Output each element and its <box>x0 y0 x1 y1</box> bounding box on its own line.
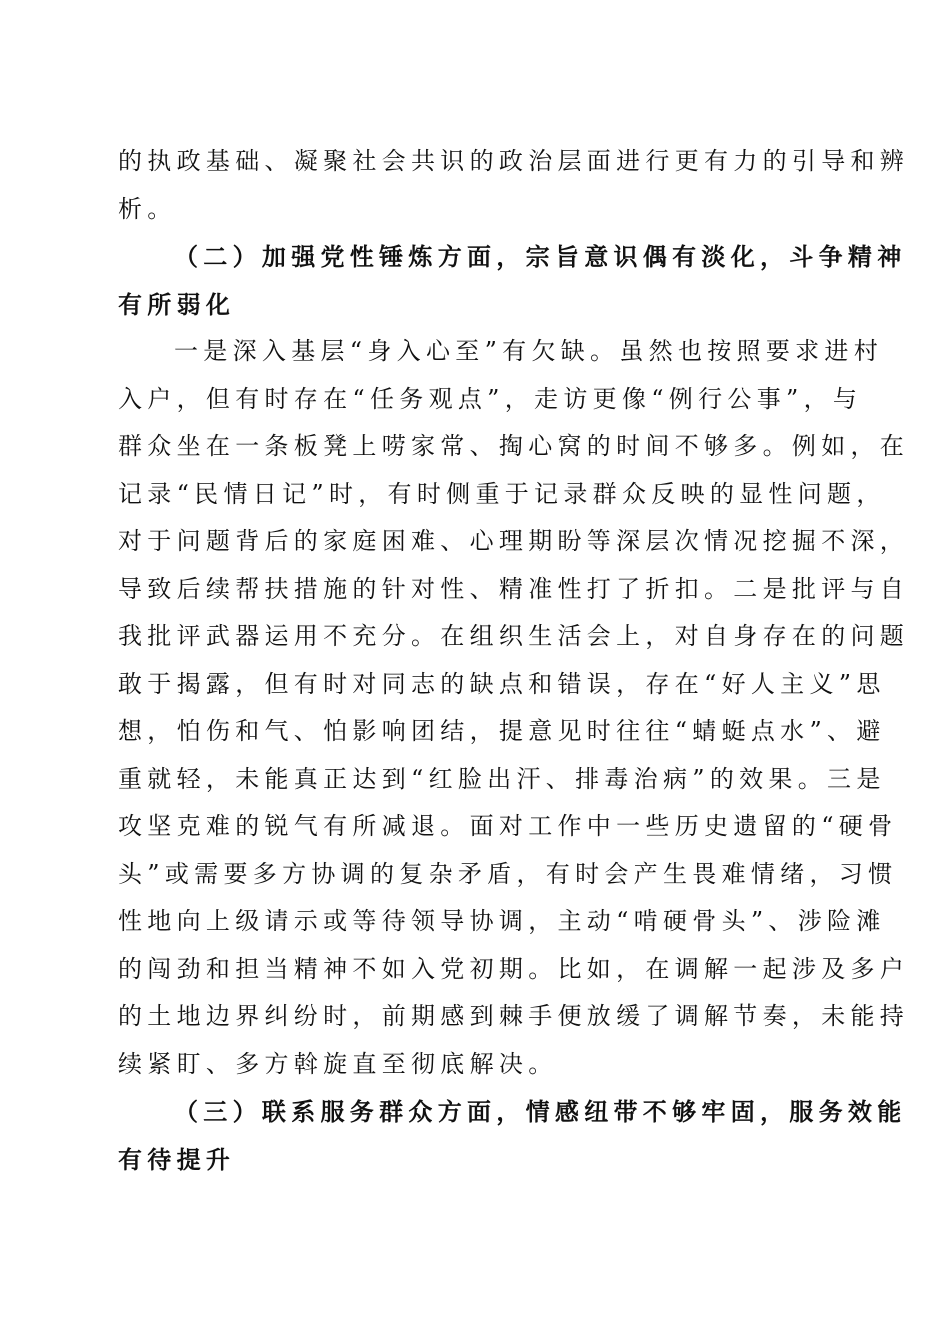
text-line: 敢于揭露，但有时对同志的缺点和错误，存在“好人主义”思 <box>118 669 886 698</box>
heading-line: （三）联系服务群众方面，情感纽带不够牢固，服务效能 <box>174 1097 907 1126</box>
text-line: 一是深入基层“身入心至”有欠缺。虽然也按照要求进村 <box>174 337 884 365</box>
text-line: 群众坐在一条板凳上唠家常、掏心窝的时间不够多。例如，在 <box>118 432 910 460</box>
document-page <box>118 138 910 1183</box>
text-line: 对于问题背后的家庭困难、心理期盼等深层次情况挖掘不深， <box>118 527 910 555</box>
text-line: 头”或需要多方协调的复杂矛盾，有时会产生畏难情绪，习惯 <box>118 859 898 888</box>
section-heading-2 <box>118 233 907 328</box>
paragraph-continuation <box>118 138 910 233</box>
text-line: 导致后续帮扶措施的针对性、精准性打了折扣。二是批评与自 <box>118 574 910 603</box>
text-line: 入户，但有时存在“任务观点”，走访更像“例行公事”，与 <box>118 384 863 413</box>
text-line: 性地向上级请示或等待领导协调，主动“啃硬骨头”、涉险滩 <box>118 907 886 935</box>
text-line: 我批评武器运用不充分。在组织生活会上，对自身存在的问题 <box>118 622 910 650</box>
text-line: 的闯劲和担当精神不如入党初期。比如，在调解一起涉及多户 <box>118 954 910 983</box>
text-line: 的执政基础、凝聚社会共识的政治层面进行更有力的引导和辨 <box>118 147 910 175</box>
text-line: 记录“民情日记”时，有时侧重于记录群众反映的显性问题， <box>118 479 886 508</box>
text-line: 的土地边界纠纷时，前期感到棘手便放缓了调解节奏，未能持 <box>118 1002 910 1030</box>
text-line: 重就轻，未能真正达到“红脸出汗、排毒治病”的效果。三是 <box>118 764 886 793</box>
text-line: 续紧盯、多方斡旋直至彻底解决。 <box>118 1049 558 1078</box>
heading-line: 有待提升 <box>118 1144 236 1174</box>
text-line: 析。 <box>118 194 177 223</box>
text-line: 想，怕伤和气、怕影响团结，提意见时往往“蜻蜓点水”、避 <box>118 717 886 745</box>
heading-line: （二）加强党性锤炼方面，宗旨意识偶有淡化，斗争精神 <box>174 242 907 271</box>
paragraph-body <box>118 328 910 1088</box>
section-heading-3 <box>118 1088 907 1183</box>
text-line: 攻坚克难的锐气有所减退。面对工作中一些历史遗留的“硬骨 <box>118 812 898 840</box>
heading-line: 有所弱化 <box>118 289 236 319</box>
